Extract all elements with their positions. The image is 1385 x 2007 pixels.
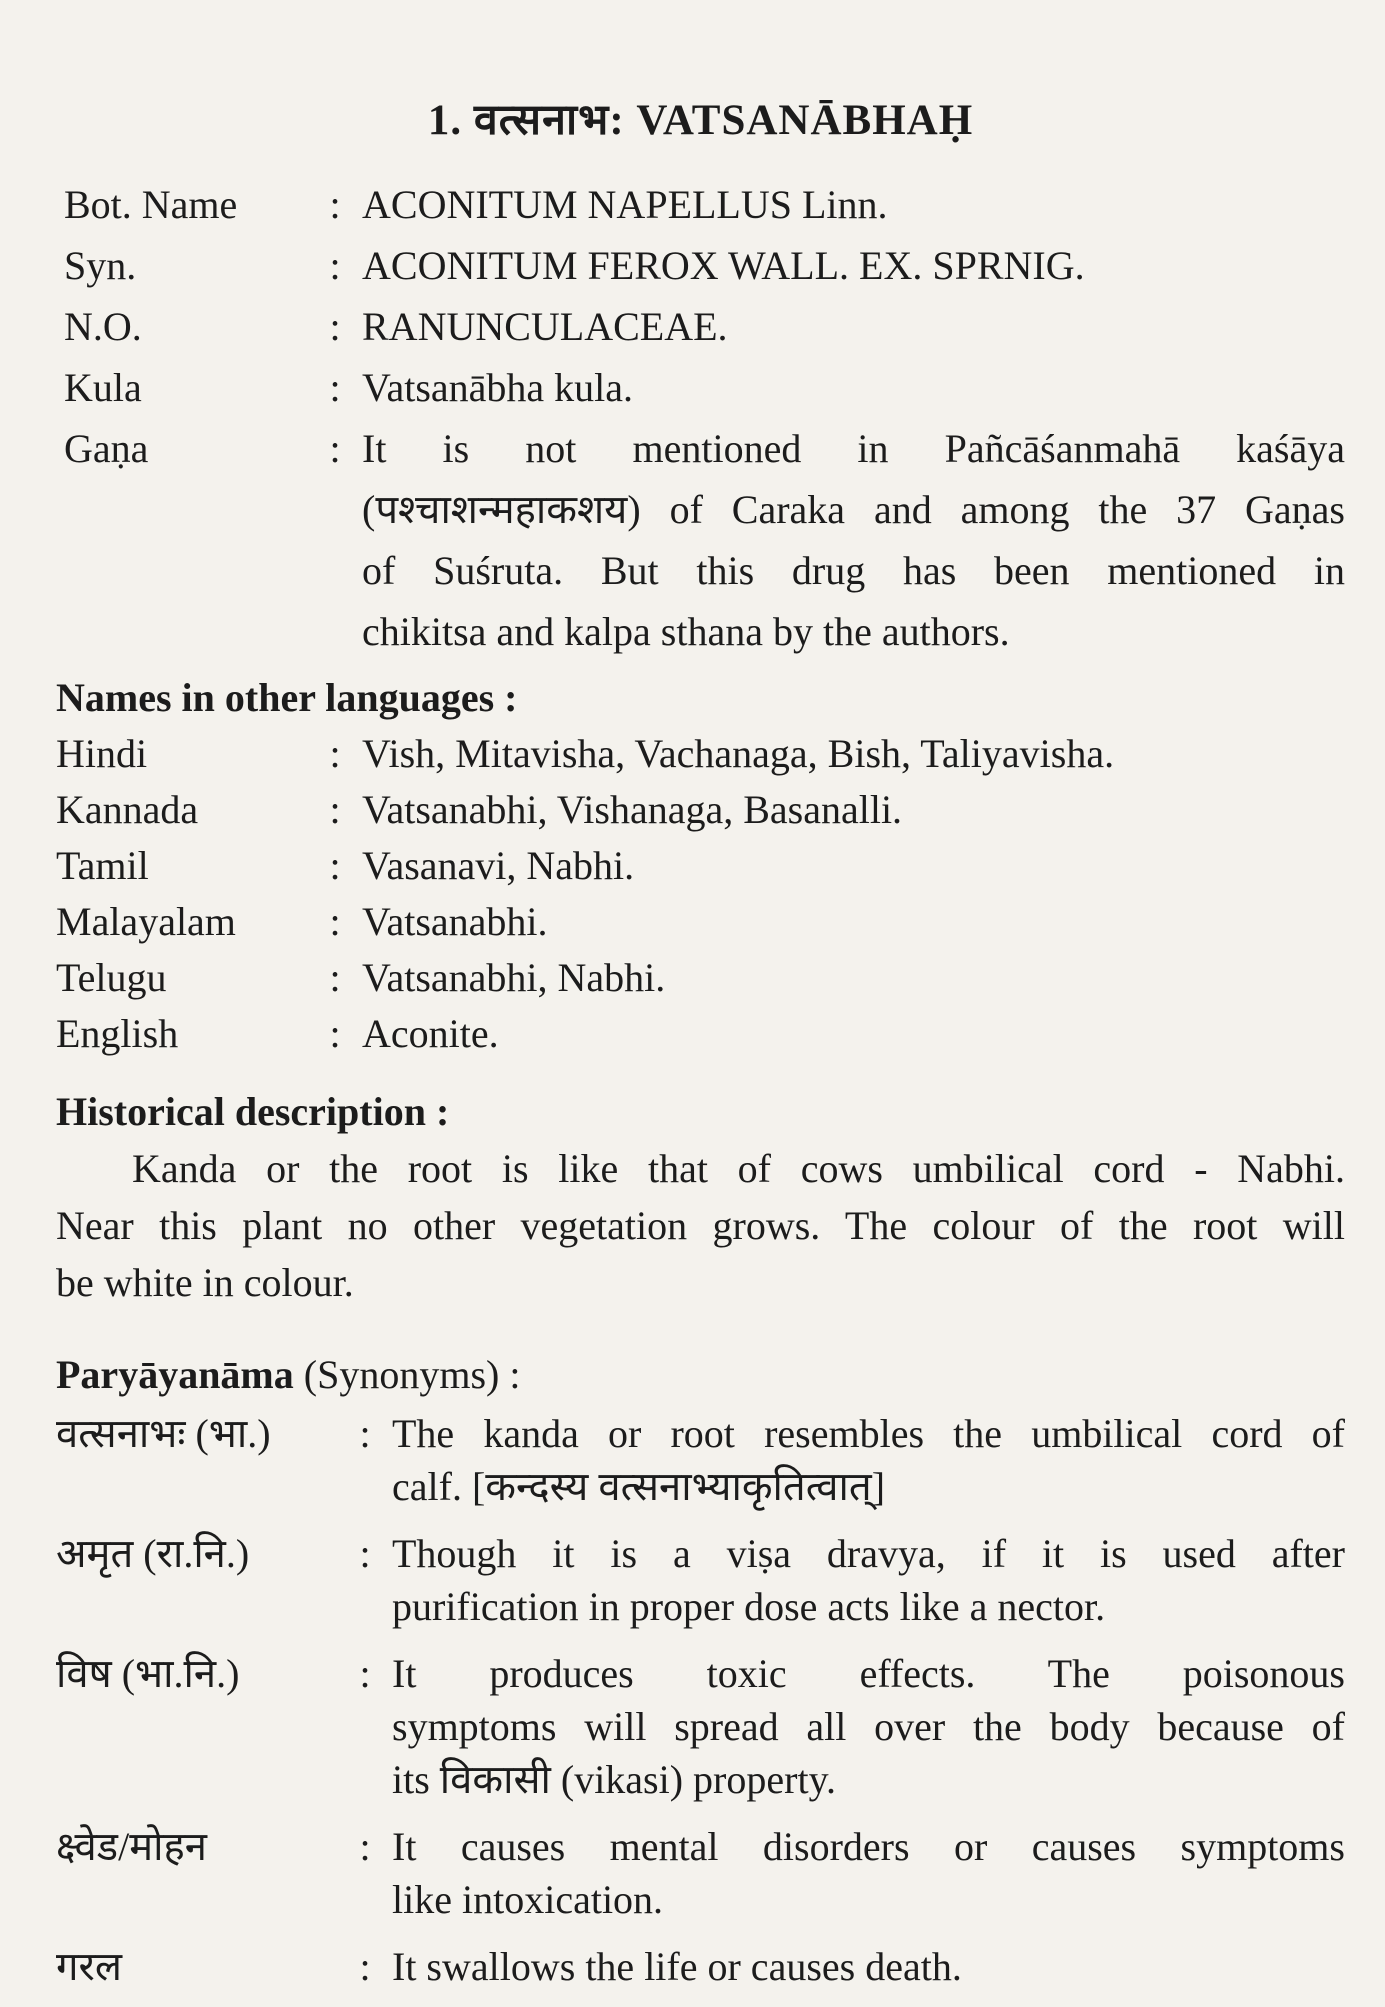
synonym-entry [56, 1527, 1345, 1633]
synonym-value: It produces toxic effects. The poisonous symptoms will spread all over the body because of its विकासी (vikasi) property. [392, 1651, 1345, 1802]
row-colon: : [329, 787, 341, 832]
synonym-label: क्ष्वेड/मोहन [56, 1824, 207, 1869]
row-colon: : [359, 1824, 371, 1869]
language-label: Hindi [56, 731, 148, 776]
synonyms-section [56, 1407, 1345, 1993]
row-label: Gaṇa [64, 426, 149, 471]
row-colon: : [329, 899, 341, 944]
synonym-entry [56, 1647, 1345, 1806]
row-value: RANUNCULACEAE. [362, 304, 728, 349]
historical-heading: Historical description : [56, 1089, 450, 1134]
row-colon: : [359, 1411, 371, 1456]
language-value: Vasanavi, Nabhi. [362, 843, 635, 888]
row-colon: : [329, 182, 341, 227]
classification-section [56, 174, 1345, 662]
row-colon: : [329, 1011, 341, 1056]
row-value: ACONITUM FEROX WALL. EX. SPRNIG. [362, 243, 1085, 288]
row-colon: : [329, 955, 341, 1000]
row-value: Vatsanābha kula. [362, 365, 634, 410]
synonym-value: It causes mental disorders or causes symptoms like intoxication. [392, 1824, 1345, 1922]
names-heading: Names in other languages : [56, 675, 518, 720]
language-label: Malayalam [56, 899, 236, 944]
synonyms-heading-rest: (Synonyms) : [293, 1352, 521, 1397]
language-value: Vatsanabhi. [362, 899, 548, 944]
language-label: Telugu [56, 955, 167, 1000]
row-label: Kula [64, 365, 142, 410]
row-colon: : [329, 426, 341, 471]
synonym-label: गरल [56, 1944, 122, 1989]
row-colon: : [359, 1651, 371, 1696]
row-colon: : [359, 1531, 371, 1576]
bot-name-row [56, 174, 1345, 235]
gana-row [56, 418, 1345, 662]
synonym-label: वत्सनाभः (भा.) [56, 1411, 271, 1456]
row-colon: : [329, 731, 341, 776]
row-colon: : [329, 365, 341, 410]
synonym-entry [56, 1820, 1345, 1926]
language-row [56, 782, 1345, 838]
row-value: It is not mentioned in Pañcāśanmahā kaśāya (पश्चाशन्महाकशय) of Caraka and among the 37 Gaṇas of Suśruta. But this drug has been mentioned in chikitsa and kalpa sthana by the authors. [362, 426, 1345, 654]
language-row [56, 726, 1345, 782]
language-value: Vatsanabhi, Vishanaga, Basanalli. [362, 787, 903, 832]
synonym-entry [56, 1407, 1345, 1513]
row-value: ACONITUM NAPELLUS Linn. [362, 182, 888, 227]
synonyms-heading-bold: Paryāyanāma [56, 1352, 294, 1397]
language-row [56, 894, 1345, 950]
synonyms-heading [56, 1347, 1345, 1403]
row-colon: : [329, 304, 341, 349]
language-label: Tamil [56, 843, 149, 888]
language-row [56, 838, 1345, 894]
row-colon: : [359, 1944, 371, 1989]
languages-section [56, 726, 1345, 1062]
synonym-row [56, 235, 1345, 296]
language-value: Aconite. [362, 1011, 499, 1056]
language-label: Kannada [56, 787, 199, 832]
kula-row [56, 357, 1345, 418]
row-colon: : [329, 843, 341, 888]
row-colon: : [329, 243, 341, 288]
language-row [56, 1006, 1345, 1062]
historical-paragraph: Kanda or the root is like that of cows umbilical cord - Nabhi. Near this plant no other vegetation grows. The colour of the root will be white in colour. [56, 1146, 1345, 1305]
language-value: Vatsanabhi, Nabhi. [362, 955, 666, 1000]
page-title: 1. वत्सनाभ: VATSANĀBHAḤ [427, 97, 974, 144]
language-row [56, 950, 1345, 1006]
natural-order-row [56, 296, 1345, 357]
synonym-label: विष (भा.नि.) [56, 1651, 240, 1696]
language-label: English [56, 1011, 179, 1056]
synonym-value: The kanda or root resembles the umbilical cord of calf. [कन्दस्य वत्सनाभ्याकृतित्वात्] [392, 1411, 1345, 1509]
synonym-value: It swallows the life or causes death. [392, 1944, 962, 1989]
language-value: Vish, Mitavisha, Vachanaga, Bish, Taliyavisha. [362, 731, 1115, 776]
synonym-entry [56, 1940, 1345, 1993]
synonym-label: अमृत (रा.नि.) [56, 1531, 250, 1576]
row-label: N.O. [64, 304, 142, 349]
row-label: Bot. Name [64, 182, 238, 227]
row-label: Syn. [64, 243, 137, 288]
synonym-value: Though it is a viṣa dravya, if it is used after purification in proper dose acts like a nector. [392, 1531, 1345, 1629]
